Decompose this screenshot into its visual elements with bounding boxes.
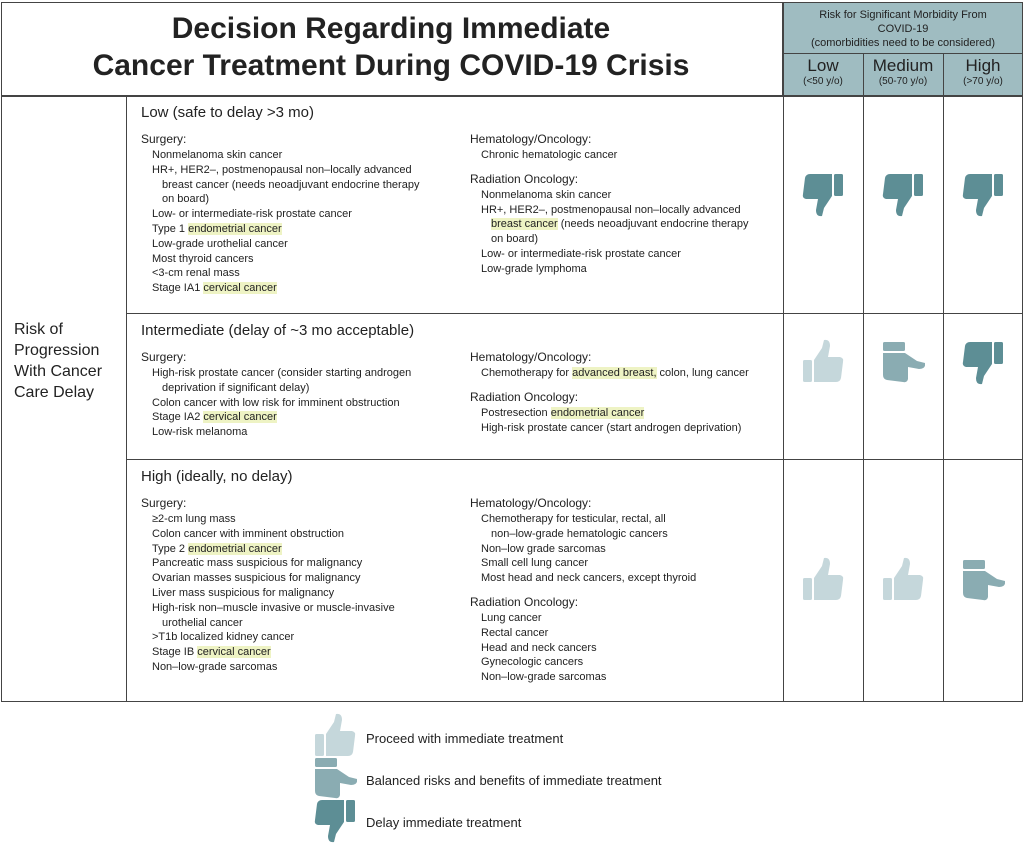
list-item: High-risk prostate cancer (start androgen deprivation) — [481, 421, 742, 434]
list-item: Ovarian masses suspicious for malignancy — [152, 572, 361, 585]
thumbs-up-icon — [801, 556, 845, 604]
list-item — [152, 410, 277, 425]
grid-line — [943, 53, 944, 701]
subsection-heading: Hematology/Oncology: — [470, 350, 592, 364]
thumbs-sideways-icon — [961, 556, 1005, 604]
subsection-heading: Radiation Oncology: — [470, 171, 579, 186]
list-item: <3-cm renal mass — [152, 267, 240, 280]
subsection-heading: Surgery: — [141, 496, 187, 510]
list-item: deprivation if significant delay) — [162, 381, 310, 394]
chart-title — [0, 10, 782, 84]
list-item — [481, 366, 749, 381]
list-item: Chemotherapy for testicular, rectal, all — [481, 513, 666, 525]
item-text: Stage IA1 — [152, 282, 204, 295]
list-item: Low-grade urothelial cancer — [152, 237, 288, 250]
column-age: (50-70 y/o) — [878, 76, 928, 87]
row-label-line: Risk of — [14, 321, 63, 338]
list-item — [152, 222, 282, 237]
subsection-heading: Hematology/Oncology: — [470, 132, 592, 146]
list-item — [481, 406, 644, 421]
grid-line — [1, 96, 1023, 97]
list-item: Non–low grade sarcomas — [481, 542, 606, 555]
subsection-heading: Surgery: — [141, 350, 187, 364]
list-item: ≥2-cm lung mass — [152, 513, 236, 525]
list-item: breast cancer (needs neoadjuvant endocrine therapy — [162, 178, 420, 191]
risk-header-line-2: COVID-19 — [877, 23, 929, 35]
highlighted-term: cervical cancer — [203, 282, 277, 295]
grid-line — [126, 459, 1023, 460]
thumbs-down-icon — [961, 338, 1005, 386]
highlighted-term: cervical cancer — [203, 411, 277, 424]
list-item: Rectal cancer — [481, 626, 549, 639]
list-item: Low- or intermediate-risk prostate cancer — [481, 248, 681, 260]
grid-line — [863, 53, 864, 701]
list-item: Small cell lung cancer — [481, 557, 588, 570]
list-item: Chronic hematologic cancer — [481, 149, 618, 161]
grid-line — [126, 313, 1023, 314]
row-label-line: With Cancer — [14, 363, 103, 380]
title-line-1: Decision Regarding Immediate — [171, 12, 611, 45]
list-item — [491, 217, 748, 232]
column-name: Medium — [872, 56, 934, 75]
list-item: on board) — [491, 233, 539, 246]
list-item: HR+, HER2–, postmenopausal non–locally advanced — [152, 163, 412, 176]
list-item: Nonmelanoma skin cancer — [152, 149, 283, 161]
grid-line — [126, 96, 127, 701]
row-label-line: Care Delay — [14, 384, 95, 401]
item-text: Stage IB — [152, 646, 198, 659]
column-name: Low — [807, 56, 839, 75]
section-title: Low (safe to delay >3 mo) — [141, 104, 315, 121]
thumbs-up-icon — [881, 556, 925, 604]
item-text: Type 2 — [152, 542, 189, 555]
list-item: High-risk non–muscle invasive or muscle-invasive — [152, 601, 395, 614]
list-item: Low- or intermediate-risk prostate cancer — [152, 208, 352, 221]
highlighted-term: endometrial cancer — [188, 223, 282, 235]
subsection-heading: Radiation Oncology: — [470, 389, 579, 404]
list-item: Pancreatic mass suspicious for malignancy — [152, 557, 363, 570]
list-item — [152, 542, 282, 557]
risk-header-line-3: (comorbidities need to be considered) — [810, 37, 996, 49]
list-item: Head and neck cancers — [481, 641, 597, 654]
thumbs-sideways-icon — [313, 754, 357, 802]
column-age: (>70 y/o) — [963, 76, 1003, 87]
list-item: High-risk prostate cancer (consider starting androgen — [152, 367, 412, 379]
item-text: Chemotherapy for — [481, 367, 573, 379]
subsection-heading: Radiation Oncology: — [470, 595, 579, 609]
thumbs-down-icon — [313, 796, 357, 844]
highlighted-term: advanced breast, — [572, 367, 657, 379]
list-item: urothelial cancer — [162, 616, 243, 629]
item-text: colon, lung cancer — [656, 367, 749, 379]
grid-line — [1022, 2, 1023, 701]
column-age: (<50 y/o) — [803, 76, 843, 87]
grid-line — [1, 96, 2, 701]
list-item: Lung cancer — [481, 612, 542, 624]
header-divider — [783, 53, 1023, 54]
list-item: >T1b localized kidney cancer — [152, 631, 295, 644]
list-item: on board) — [162, 193, 210, 206]
thumbs-down-icon — [801, 170, 845, 218]
item-text: (needs neoadjuvant endocrine therapy — [557, 218, 749, 231]
item-text: Stage IA2 — [152, 411, 204, 424]
thumbs-down-icon — [881, 170, 925, 218]
list-item — [152, 645, 271, 660]
thumbs-up-icon — [801, 338, 845, 386]
column-header-high — [943, 56, 1023, 88]
risk-header — [783, 8, 1023, 50]
list-item: Gynecologic cancers — [481, 656, 584, 669]
list-item: Non–low-grade sarcomas — [481, 671, 607, 684]
row-label-line: Progression — [14, 342, 100, 359]
list-item: Low-risk melanoma — [152, 426, 248, 439]
subsection-heading: Hematology/Oncology: — [470, 496, 592, 510]
item-text: Type 1 — [152, 223, 189, 235]
column-name: High — [965, 56, 1001, 75]
title-line-2: Cancer Treatment During COVID-19 Crisis — [92, 49, 690, 82]
list-item: non–low-grade hematologic cancers — [491, 527, 668, 540]
row-label — [14, 319, 102, 403]
list-item: Colon cancer with imminent obstruction — [152, 527, 344, 540]
list-item — [152, 281, 277, 296]
thumbs-down-icon — [961, 170, 1005, 218]
risk-header-line-1: Risk for Significant Morbidity From — [819, 9, 987, 21]
highlighted-term: breast cancer — [491, 218, 558, 231]
list-item: Colon cancer with low risk for imminent obstruction — [152, 396, 400, 409]
list-item: Nonmelanoma skin cancer — [481, 188, 612, 201]
section-title: Intermediate (delay of ~3 mo acceptable) — [141, 322, 415, 339]
list-item: Liver mass suspicious for malignancy — [152, 587, 335, 599]
highlighted-term: endometrial cancer — [188, 542, 282, 555]
item-text: Postresection — [481, 406, 551, 419]
thumbs-sideways-icon — [881, 338, 925, 386]
list-item: Most head and neck cancers, except thyroid — [481, 572, 697, 585]
column-header-low — [783, 56, 863, 88]
grid-line — [1, 701, 1023, 702]
list-item: HR+, HER2–, postmenopausal non–locally advanced — [481, 203, 741, 216]
subsection-heading: Surgery: — [141, 132, 187, 146]
legend-label: Proceed with immediate treatment — [366, 731, 564, 746]
thumbs-up-icon — [313, 712, 357, 760]
column-header-medium — [863, 56, 943, 88]
list-item: Non–low-grade sarcomas — [152, 661, 278, 673]
highlighted-term: endometrial cancer — [550, 406, 645, 419]
legend-label: Balanced risks and benefits of immediate treatment — [366, 773, 662, 788]
highlighted-term: cervical cancer — [197, 646, 271, 659]
grid-line — [783, 53, 784, 701]
section-title: High (ideally, no delay) — [141, 468, 293, 485]
list-item: Most thyroid cancers — [152, 252, 254, 265]
list-item: Low-grade lymphoma — [481, 262, 587, 275]
legend-label: Delay immediate treatment — [366, 815, 522, 830]
